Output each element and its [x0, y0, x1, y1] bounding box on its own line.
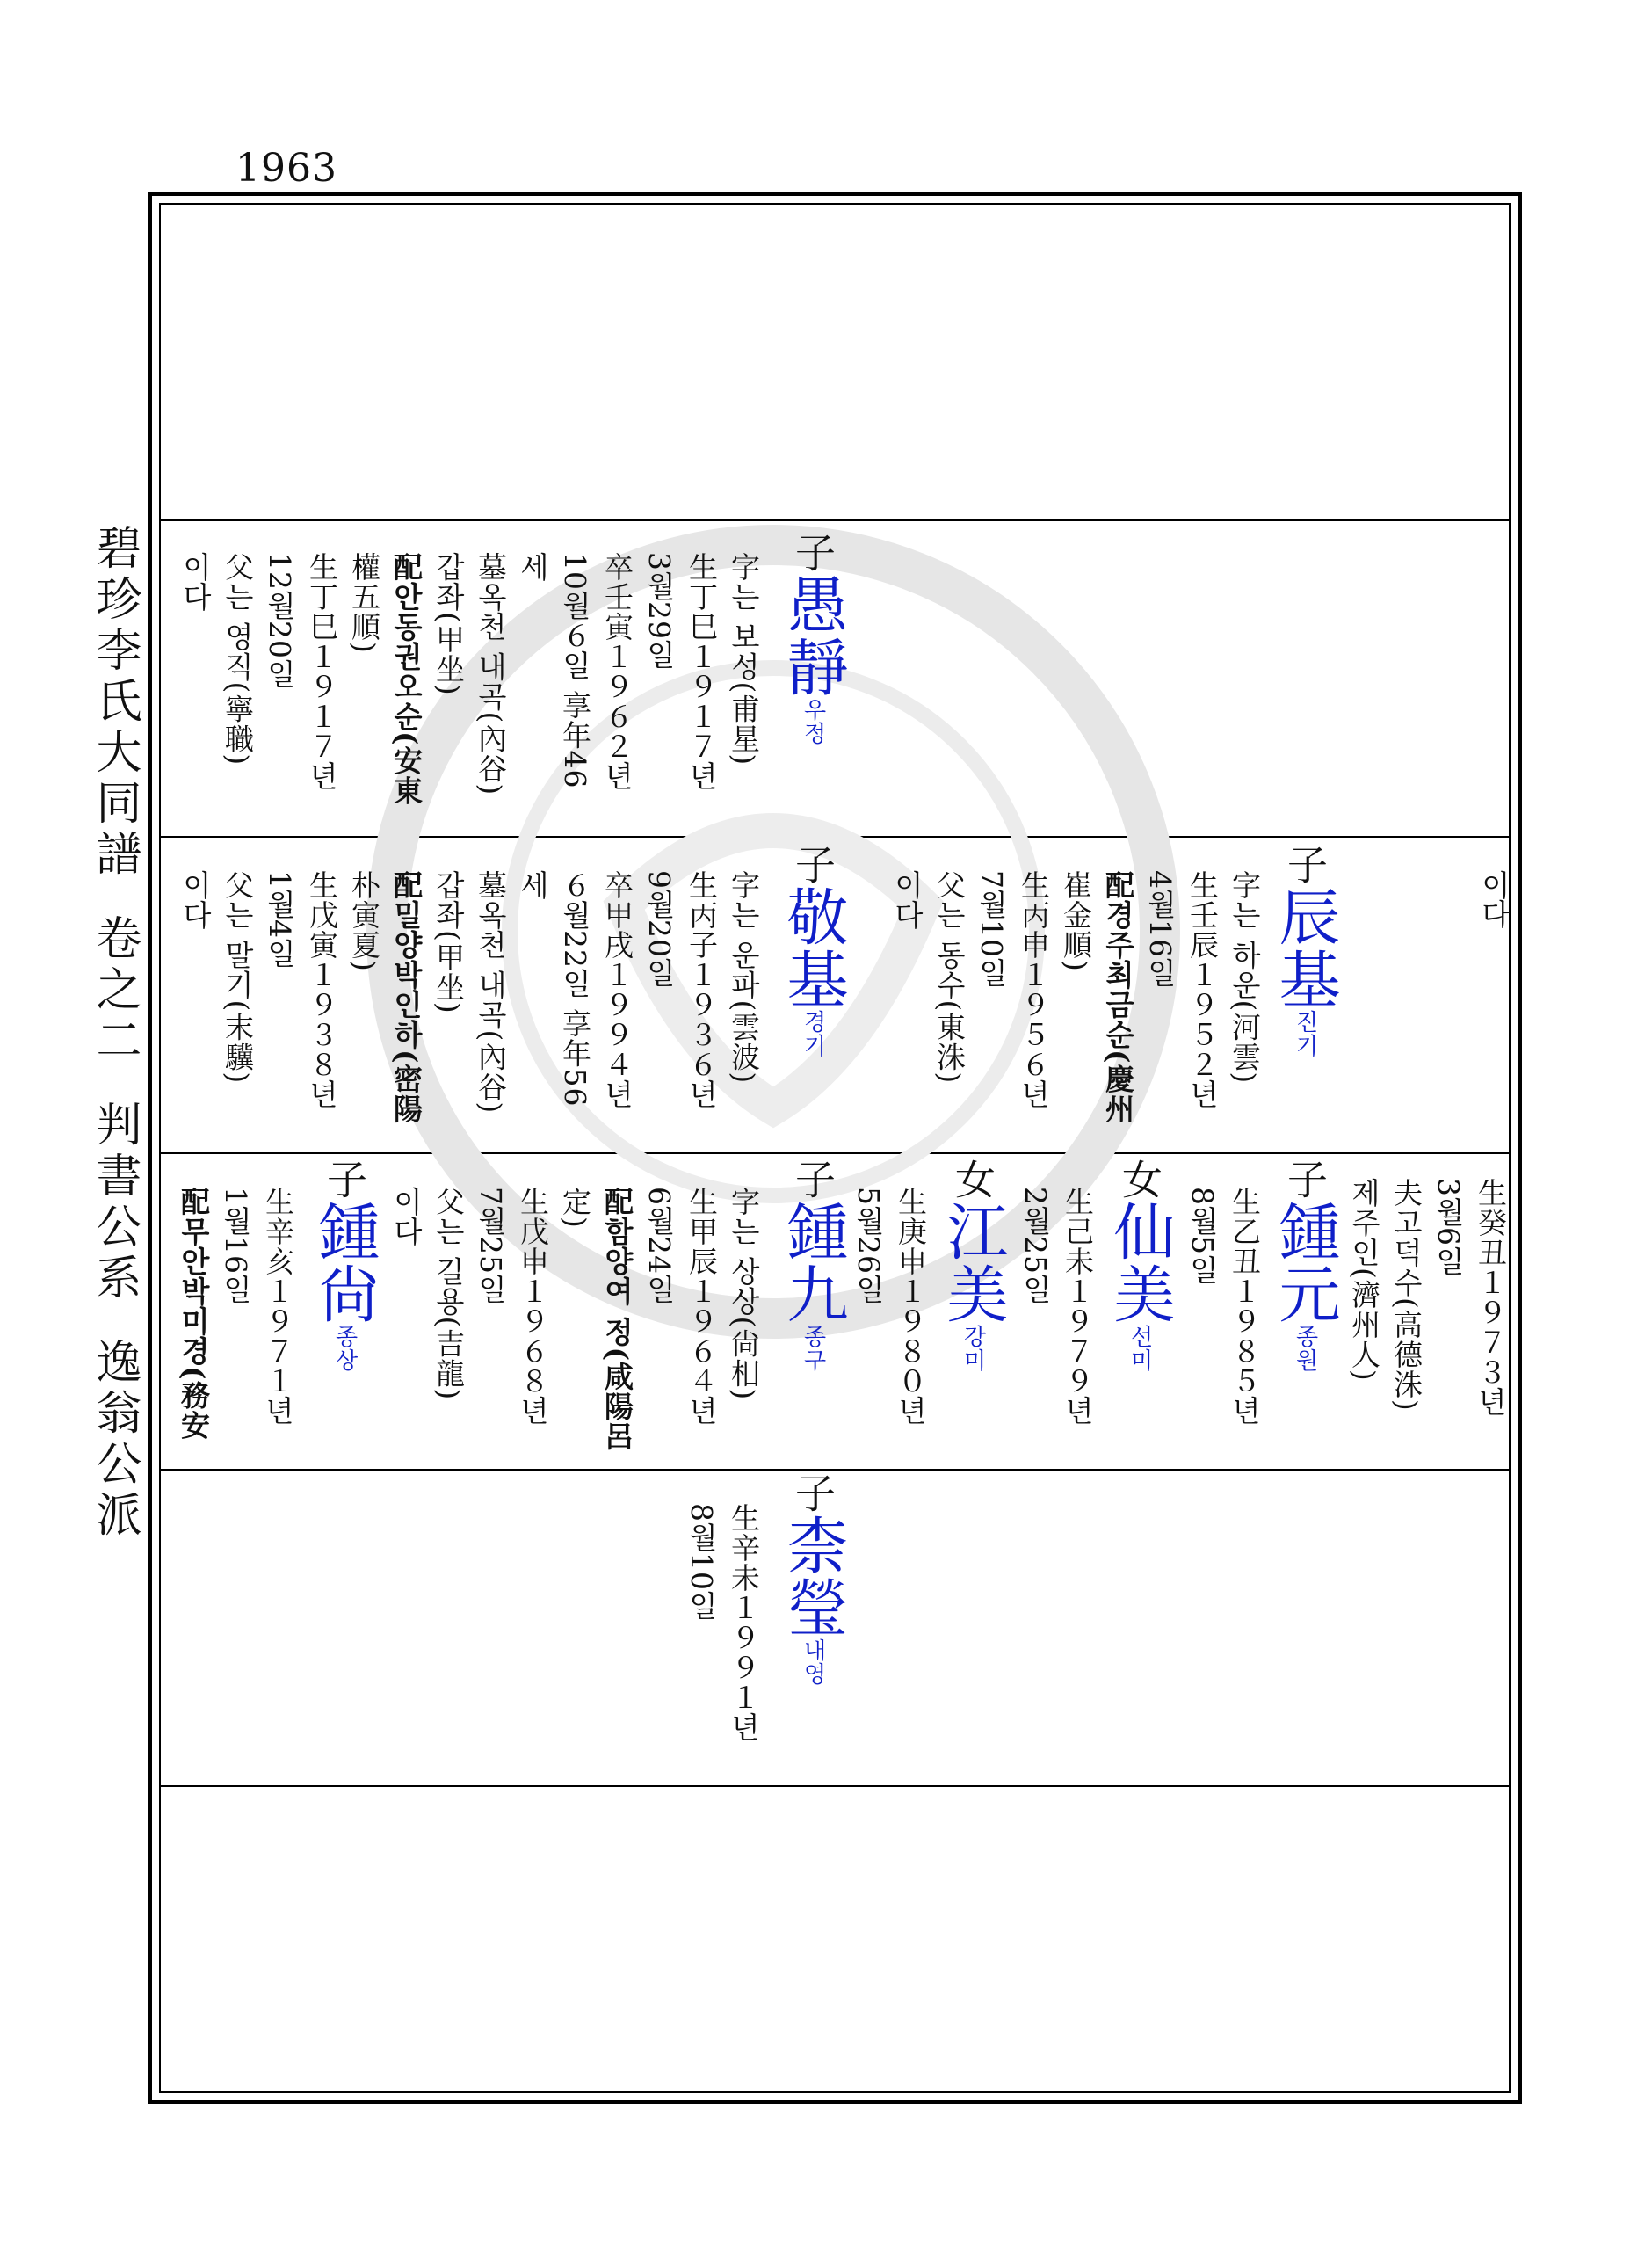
detail-line: 墓옥천 내곡(內谷)	[474, 552, 508, 796]
side-title-volume: 卷之二	[88, 914, 141, 1067]
detail-line: 生丁巳１９１７년	[685, 552, 719, 791]
detail-line: 父는 영직(寧職)	[221, 552, 255, 766]
detail-line: 이다	[178, 552, 213, 612]
detail-line: 生戊申１９６８년	[516, 1187, 550, 1426]
row-rule-4	[161, 1469, 1509, 1471]
person-name: 鍾尙	[308, 1200, 380, 1325]
detail-line: 定)	[558, 1187, 592, 1229]
person-name: 鍾元	[1269, 1200, 1341, 1325]
name-reading: 진기	[1292, 1010, 1318, 1057]
jingi-details	[888, 870, 1265, 1151]
page-number: 1963	[235, 146, 337, 191]
seonmi-details	[1011, 1187, 1098, 1468]
detail-line: 生己未１９７９년	[1061, 1187, 1095, 1426]
detail-line: 제주인(濟州人)	[1347, 1178, 1381, 1382]
jonggu-heading	[777, 1159, 849, 1372]
detail-line: 生乙丑１９８５년	[1228, 1187, 1262, 1426]
detail-line: 生庚申１９８０년	[894, 1187, 928, 1426]
detail-line: 갑좌(甲坐)	[431, 870, 466, 1014]
person-name: 鍾九	[777, 1200, 849, 1325]
detail-line: 3월29일	[642, 552, 677, 670]
detail-line: 2월25일	[1018, 1187, 1053, 1304]
relation-mark: 子	[789, 1472, 837, 1514]
detail-line: 生癸丑１９７３년	[1474, 1178, 1508, 1417]
detail-line: 字는 보성(甫星)	[727, 552, 761, 766]
seonmi-heading	[1104, 1159, 1176, 1372]
gangmi-details	[844, 1187, 931, 1468]
jongwon-heading	[1269, 1159, 1341, 1372]
detail-line: 이다	[389, 1187, 424, 1246]
name-reading: 종상	[331, 1325, 358, 1372]
relation-mark: 子	[1281, 844, 1329, 885]
name-reading: 강미	[960, 1325, 986, 1372]
detail-line: 7월25일	[474, 1187, 508, 1304]
detail-line: 權五順)	[347, 552, 381, 654]
person-name: 仙美	[1104, 1200, 1176, 1325]
gyeonggi-details	[158, 870, 764, 1151]
detail-line: 父는 말기(末驥)	[221, 870, 255, 1085]
detail-line: 갑좌(甲坐)	[431, 552, 466, 696]
ujeong-details	[158, 552, 764, 842]
detail-line: 墓옥천 내곡(內谷)	[474, 870, 508, 1115]
relation-mark: 子	[321, 1159, 368, 1200]
name-reading: 종원	[1292, 1325, 1318, 1372]
detail-line: 字는 하운(河雲)	[1228, 870, 1262, 1085]
detail-line: 朴寅夏)	[347, 870, 381, 972]
detail-line: 8월5일	[1185, 1187, 1220, 1285]
detail-line: 10월６일 享年46	[558, 552, 592, 789]
person-name: 江美	[937, 1200, 1009, 1325]
gangmi-heading	[937, 1159, 1009, 1372]
detail-line: 父는 동수(東洙)	[932, 870, 967, 1085]
side-title	[83, 524, 145, 1542]
detail-line: 1월4일	[263, 870, 297, 969]
name-reading: 선미	[1127, 1325, 1153, 1372]
detail-line: 生丁巳１９１７년	[305, 552, 339, 791]
detail-line: 4월16일	[1143, 870, 1177, 988]
detail-line-spouse: 配밀양박인하(密陽	[389, 870, 424, 1124]
detail-line-spouse: 配경주최금순(慶州	[1101, 870, 1135, 1124]
side-title-sub-branch: 逸翁公派	[88, 1338, 141, 1542]
detail-line: ６월22일 享年56	[558, 870, 592, 1108]
detail-line: 生丙申１９５６년	[1017, 870, 1051, 1109]
jonggu-details	[378, 1187, 764, 1468]
detail-line: 12월20일	[263, 552, 297, 689]
row-rule-5	[161, 1785, 1509, 1787]
relation-mark: 子	[1281, 1159, 1329, 1200]
row-rule-3	[161, 1152, 1509, 1154]
naeyeong-details	[677, 1503, 764, 1784]
jingi-heading	[1269, 844, 1341, 1057]
detail-line: 生甲辰１９６４년	[685, 1187, 719, 1426]
detail-line: 세	[516, 552, 550, 582]
detail-line: 字는 상상(尙相)	[727, 1187, 761, 1401]
gyeonggi-heading	[777, 844, 849, 1057]
detail-line: 卒甲戌１９９４년	[600, 870, 634, 1109]
row-rule-1	[161, 519, 1509, 521]
detail-line: 字는 운파(雲波)	[727, 870, 761, 1085]
jongwon-details	[1177, 1187, 1265, 1468]
detail-line: 이다	[178, 870, 213, 930]
detail-line: 3월6일	[1431, 1178, 1466, 1276]
detail-line: 세	[516, 870, 550, 900]
person-name: 柰瑩	[777, 1514, 849, 1638]
side-title-genealogy: 碧珍李氏大同譜	[88, 524, 141, 881]
jongsang-details	[167, 1187, 299, 1468]
detail-line-spouse: 配안동권오순(安東	[389, 552, 424, 806]
detail-line: 生壬辰１９５２년	[1185, 870, 1220, 1109]
spouse-line-entry	[1347, 1178, 1511, 1468]
detail-line: 卒壬寅１９６２년	[600, 552, 634, 791]
detail-line: 生辛亥１９７１년	[261, 1187, 295, 1426]
relation-mark: 子	[789, 1159, 837, 1200]
row1-tail-text: 이다	[1477, 870, 1511, 928]
side-title-branch: 判書公系	[88, 1100, 141, 1304]
person-name: 敬基	[777, 885, 849, 1010]
detail-line-spouse: 配함양여 정(咸陽呂	[600, 1187, 634, 1452]
name-reading: 경기	[800, 1010, 826, 1057]
detail-line: 5월26일	[851, 1187, 886, 1304]
person-name: 愚靜	[777, 573, 849, 698]
relation-mark: 子	[789, 532, 837, 573]
detail-line: 1월16일	[219, 1187, 253, 1304]
detail-line: 8월10일	[685, 1503, 719, 1621]
detail-line: 9월20일	[642, 870, 677, 988]
jongsang-heading	[308, 1159, 380, 1372]
ujeong-heading	[777, 532, 849, 745]
name-reading: 우정	[800, 698, 826, 745]
name-reading: 내영	[800, 1638, 826, 1686]
relation-mark: 子	[789, 844, 837, 885]
name-reading: 종구	[800, 1325, 826, 1372]
relation-mark: 女	[1116, 1159, 1163, 1200]
detail-line: 生辛未１９９１년	[727, 1503, 761, 1742]
detail-line: 6월24일	[642, 1187, 677, 1304]
person-name: 辰基	[1269, 885, 1341, 1010]
detail-line: 夫고덕수(高德洙)	[1389, 1178, 1424, 1412]
relation-mark: 女	[949, 1159, 996, 1200]
detail-line: 이다	[890, 870, 924, 930]
detail-line: 父는 길용(吉龍)	[431, 1187, 466, 1401]
detail-line-spouse: 配무안박미경(務安	[177, 1187, 211, 1441]
naeyeong-heading	[777, 1472, 849, 1686]
detail-line: 崔金順)	[1059, 870, 1093, 972]
detail-line: 7월10일	[975, 870, 1009, 988]
detail-line: 生丙子１９３６년	[685, 870, 719, 1109]
detail-line: 生戊寅１９３８년	[305, 870, 339, 1109]
